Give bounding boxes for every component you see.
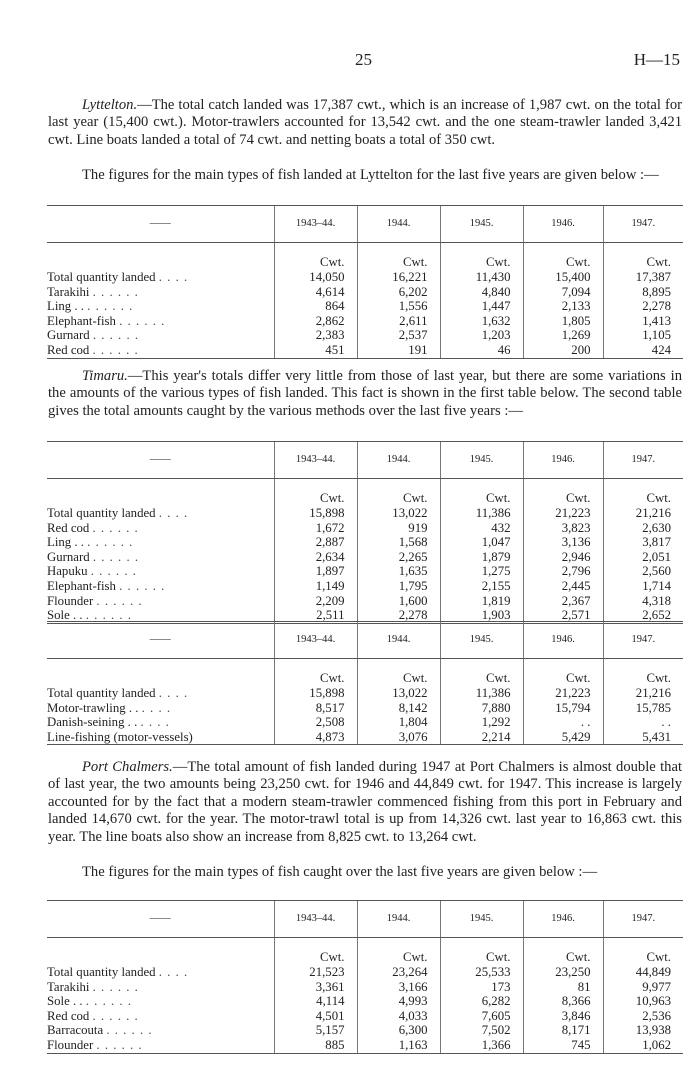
table-cell: 2,536 (603, 1009, 683, 1024)
unit-label: Cwt. (523, 243, 603, 271)
row-label (47, 579, 274, 594)
row-label (47, 686, 274, 701)
unit-label: Cwt. (357, 938, 440, 966)
row-label-text: Barracouta (47, 1023, 104, 1038)
table-cell: 2,367 (523, 594, 603, 609)
table-cell: 2,946 (523, 550, 603, 565)
row-label-text: Flounder (47, 1037, 94, 1052)
unit-label: Cwt. (357, 479, 440, 507)
row-label (47, 965, 274, 980)
leader-dots: . . . . . . (119, 578, 166, 593)
table-cell: 8,171 (523, 1023, 603, 1038)
lyttelton-table (47, 205, 683, 359)
unit-row (47, 659, 683, 687)
leader-dots: . . . . (141, 700, 172, 715)
table-cell: 1,635 (357, 564, 440, 579)
table-header-row (47, 206, 683, 243)
port-chalmers-table (47, 900, 683, 1054)
paragraph-text: The figures for the main types of fish caught over the last five years are given below :— (82, 864, 598, 880)
table-cell: 10,963 (603, 994, 683, 1009)
year-header: 1943–44. (274, 622, 357, 659)
table-cell: 25,533 (440, 965, 523, 980)
row-label (47, 535, 274, 550)
table-cell: 191 (357, 343, 440, 358)
row-label-text: Ling . . (47, 535, 84, 550)
row-label (47, 1023, 274, 1038)
year-header: 1947. (603, 442, 683, 479)
table-cell: 3,846 (523, 1009, 603, 1024)
table-cell: 5,429 (523, 730, 603, 745)
year-header: 1946. (523, 442, 603, 479)
header-dash: —— (47, 901, 274, 938)
table-row (47, 564, 683, 579)
leader-dots: . . . . (158, 965, 189, 979)
table-cell: 7,605 (440, 1009, 523, 1024)
unit-label: Cwt. (440, 659, 523, 687)
table-cell: 4,318 (603, 594, 683, 609)
table-cell: 15,898 (274, 506, 357, 521)
unit-label: Cwt. (603, 479, 683, 507)
leader-dots: . . . . . . (85, 994, 132, 1009)
header-dash: —— (47, 442, 274, 479)
leader-dots: . . . . . . (92, 342, 139, 357)
row-label (47, 715, 274, 730)
unit-row (47, 938, 683, 966)
document-reference: H—15 (633, 50, 680, 69)
unit-row (47, 243, 683, 271)
unit-label: Cwt. (274, 938, 357, 966)
row-label (47, 343, 274, 358)
row-label (47, 521, 274, 536)
leader-dots: . . . . . . (87, 535, 134, 550)
table-cell: 21,216 (603, 506, 683, 521)
table-cell: 2,571 (523, 608, 603, 623)
table-cell: 9,977 (603, 980, 683, 995)
table-cell: 4,873 (274, 730, 357, 745)
unit-label: Cwt. (523, 659, 603, 687)
year-header: 1945. (440, 901, 523, 938)
unit-label: Cwt. (440, 243, 523, 271)
row-label (47, 550, 274, 565)
table-header-row (47, 442, 683, 479)
header-dash: —— (47, 622, 274, 659)
table-row (47, 506, 683, 521)
table-cell: 1,413 (603, 314, 683, 329)
table-cell: 4,614 (274, 285, 357, 300)
row-label-text: Motor-trawling . . (47, 700, 139, 715)
leader-dots: . . . . . . (87, 299, 134, 314)
table-cell: 3,166 (357, 980, 440, 995)
table-cell: 173 (440, 980, 523, 995)
table-cell: 2,887 (274, 535, 357, 550)
year-header: 1947. (603, 622, 683, 659)
leader-dots: . . . . . . (92, 284, 139, 299)
leader-dots: . . . . . . (96, 1037, 143, 1052)
table-cell: 1,672 (274, 521, 357, 536)
table-cell: 4,114 (274, 994, 357, 1009)
row-label-text: Sole . . (47, 994, 83, 1009)
port-chalmers-paragraph (48, 759, 682, 846)
year-header: 1944. (357, 901, 440, 938)
table-header-row (47, 622, 683, 659)
table-row (47, 730, 683, 745)
row-label-text: Tarakihi (47, 284, 90, 299)
port-chalmers-intro (48, 864, 682, 881)
place-name: Timaru. (82, 368, 128, 384)
table-cell: 2,051 (603, 550, 683, 565)
table-cell: 6,300 (357, 1023, 440, 1038)
timaru-methods-table (47, 621, 683, 745)
row-label (47, 701, 274, 716)
place-name: Lyttelton. (82, 97, 138, 113)
table-cell: 15,898 (274, 686, 357, 701)
table-cell: 16,221 (357, 270, 440, 285)
table-row (47, 343, 683, 358)
row-label (47, 994, 274, 1009)
leader-dots: . . . . (158, 506, 189, 520)
year-header: 1945. (440, 442, 523, 479)
table-row (47, 521, 683, 536)
table-cell: 5,431 (603, 730, 683, 745)
table-row (47, 965, 683, 980)
table-cell: 2,383 (274, 328, 357, 343)
table-cell: 13,938 (603, 1023, 683, 1038)
row-label (47, 1009, 274, 1024)
table-cell: 21,223 (523, 686, 603, 701)
table-cell: 44,849 (603, 965, 683, 980)
row-label-text: Elephant-fish (47, 578, 116, 593)
table-cell: 1,600 (357, 594, 440, 609)
row-label-text: Tarakihi (47, 979, 90, 994)
year-header: 1946. (523, 622, 603, 659)
table-row (47, 579, 683, 594)
row-label (47, 270, 274, 285)
table-cell: 1,568 (357, 535, 440, 550)
leader-dots: . . . . . . (92, 549, 140, 564)
row-label (47, 314, 274, 329)
table-cell: 3,823 (523, 521, 603, 536)
table-cell: 7,094 (523, 285, 603, 300)
unit-label: Cwt. (274, 479, 357, 507)
leader-dots: . . . . . . (92, 979, 139, 994)
table-cell: 7,502 (440, 1023, 523, 1038)
row-label-text: Total quantity landed (47, 965, 156, 979)
table-cell: 1,795 (357, 579, 440, 594)
table-cell: 1,105 (603, 328, 683, 343)
timaru-paragraph (48, 368, 682, 420)
table-cell: 21,523 (274, 965, 357, 980)
leader-dots: . . . . . . (119, 313, 166, 328)
table-cell: 432 (440, 521, 523, 536)
year-header: 1944. (357, 622, 440, 659)
row-label-text: Red cod (47, 1008, 90, 1023)
timaru-species-table (47, 441, 683, 624)
table-cell: 11,386 (440, 506, 523, 521)
leader-dots: . . . . . . (85, 608, 132, 623)
unit-label: Cwt. (357, 659, 440, 687)
table-row (47, 299, 683, 314)
table-cell: 1,047 (440, 535, 523, 550)
leader-dots: . . . . . . (106, 1023, 153, 1038)
row-label-text: Sole . . (47, 608, 83, 623)
leader-dots: . . . . . . (92, 1008, 139, 1023)
leader-dots: . . . . . . (92, 520, 139, 535)
table-cell: 3,136 (523, 535, 603, 550)
table-cell: 4,993 (357, 994, 440, 1009)
table-row (47, 701, 683, 716)
table-header-row (47, 901, 683, 938)
table-cell: 2,611 (357, 314, 440, 329)
year-header: 1944. (357, 442, 440, 479)
year-header: 1943–44. (274, 442, 357, 479)
row-label-text: Red cod (47, 520, 90, 535)
table-row (47, 328, 683, 343)
table-cell: 1,366 (440, 1038, 523, 1053)
row-label-text: Gurnard (47, 328, 90, 343)
unit-label: Cwt. (603, 659, 683, 687)
header-dash: —— (47, 206, 274, 243)
year-header: 1943–44. (274, 901, 357, 938)
lyttelton-paragraph (48, 97, 682, 149)
year-header: 1946. (523, 901, 603, 938)
table-cell: 17,387 (603, 270, 683, 285)
table-cell: 21,223 (523, 506, 603, 521)
leader-dots: . . . . (158, 270, 189, 284)
unit-label: Cwt. (274, 243, 357, 271)
table-cell: 1,203 (440, 328, 523, 343)
row-label (47, 594, 274, 609)
table-cell: 8,366 (523, 994, 603, 1009)
place-name: Port Chalmers. (82, 759, 173, 775)
row-label (47, 299, 274, 314)
lyttelton-intro (48, 167, 682, 184)
row-label-text: Danish-seining . . (47, 715, 138, 730)
table-cell: 4,840 (440, 285, 523, 300)
year-header: 1947. (603, 206, 683, 243)
table-cell: 1,805 (523, 314, 603, 329)
table-cell: 1,804 (357, 715, 440, 730)
row-label (47, 980, 274, 995)
table-cell: 3,076 (357, 730, 440, 745)
table-cell: 11,386 (440, 686, 523, 701)
table-cell: 6,282 (440, 994, 523, 1009)
table-cell: 13,022 (357, 506, 440, 521)
unit-label: Cwt. (440, 938, 523, 966)
row-label-text: Flounder (47, 593, 94, 608)
table-cell: 919 (357, 521, 440, 536)
row-label-text: Hapuku (47, 564, 88, 579)
table-cell: 200 (523, 343, 603, 358)
row-label (47, 328, 274, 343)
table-cell: 2,652 (603, 608, 683, 623)
table-cell: 1,714 (603, 579, 683, 594)
table-cell: 2,511 (274, 608, 357, 623)
table-cell: 451 (274, 343, 357, 358)
table-cell: 4,501 (274, 1009, 357, 1024)
table-cell: 3,361 (274, 980, 357, 995)
table-cell: 2,209 (274, 594, 357, 609)
table-row (47, 686, 683, 701)
table-cell: 2,265 (357, 550, 440, 565)
row-label (47, 1038, 274, 1053)
table-cell: 2,537 (357, 328, 440, 343)
unit-label: Cwt. (440, 479, 523, 507)
table-row (47, 594, 683, 609)
table-cell: 14,050 (274, 270, 357, 285)
leader-dots: . . . . . . (90, 564, 137, 579)
table-cell: 745 (523, 1038, 603, 1053)
table-cell: 8,142 (357, 701, 440, 716)
table-cell: 21,216 (603, 686, 683, 701)
table-cell: 1,292 (440, 715, 523, 730)
table-cell: 2,155 (440, 579, 523, 594)
table-cell: 15,785 (603, 701, 683, 716)
table-cell: 1,163 (357, 1038, 440, 1053)
table-cell: 1,879 (440, 550, 523, 565)
row-label-text: Gurnard (47, 549, 90, 564)
table-cell: 1,897 (274, 564, 357, 579)
row-label-text: Ling . . (47, 299, 84, 314)
table-row (47, 285, 683, 300)
leader-dots: . . . . (140, 715, 170, 730)
year-header: 1944. (357, 206, 440, 243)
table-cell: 46 (440, 343, 523, 358)
table-row (47, 715, 683, 730)
table-cell: 2,214 (440, 730, 523, 745)
table-cell: 7,880 (440, 701, 523, 716)
table-cell: 1,632 (440, 314, 523, 329)
table-cell: 8,517 (274, 701, 357, 716)
table-cell: 1,269 (523, 328, 603, 343)
unit-label: Cwt. (603, 243, 683, 271)
row-label (47, 564, 274, 579)
leader-dots: . . . . . . (92, 328, 140, 343)
table-cell: 15,794 (523, 701, 603, 716)
table-cell: 2,508 (274, 715, 357, 730)
table-row (47, 1009, 683, 1024)
row-label (47, 506, 274, 521)
row-label-text: Total quantity landed (47, 686, 156, 700)
table-cell: 81 (523, 980, 603, 995)
table-cell: 23,250 (523, 965, 603, 980)
year-header: 1945. (440, 206, 523, 243)
table-row (47, 550, 683, 565)
row-label-text: Red cod (47, 342, 90, 357)
table-row (47, 1038, 683, 1053)
table-cell: 15,400 (523, 270, 603, 285)
table-cell: 2,630 (603, 521, 683, 536)
unit-label: Cwt. (274, 659, 357, 687)
year-header: 1947. (603, 901, 683, 938)
unit-label: Cwt. (523, 479, 603, 507)
table-cell: 2,445 (523, 579, 603, 594)
row-label-text: Total quantity landed (47, 506, 156, 520)
table-cell: 424 (603, 343, 683, 358)
row-label-text: Total quantity landed (47, 270, 156, 284)
unit-row (47, 479, 683, 507)
table-cell: 2,133 (523, 299, 603, 314)
leader-dots: . . . . . . (96, 593, 143, 608)
table-cell: 2,862 (274, 314, 357, 329)
table-cell: 1,819 (440, 594, 523, 609)
table-cell: 1,903 (440, 608, 523, 623)
table-cell: 11,430 (440, 270, 523, 285)
unit-label: Cwt. (523, 938, 603, 966)
table-cell: 1,062 (603, 1038, 683, 1053)
table-cell: 1,149 (274, 579, 357, 594)
table-cell: 864 (274, 299, 357, 314)
leader-dots: . . . . (158, 686, 189, 700)
table-cell: 2,278 (357, 608, 440, 623)
unit-label: Cwt. (603, 938, 683, 966)
table-cell: 1,447 (440, 299, 523, 314)
table-cell: 8,895 (603, 285, 683, 300)
table-cell: 1,275 (440, 564, 523, 579)
table-cell: 3,817 (603, 535, 683, 550)
table-cell: 13,022 (357, 686, 440, 701)
row-label (47, 730, 274, 745)
row-label (47, 285, 274, 300)
page-header (0, 50, 700, 72)
table-cell: . . (523, 715, 603, 730)
year-header: 1943–44. (274, 206, 357, 243)
table-cell: . . (603, 715, 683, 730)
paragraph-text: —The total catch landed was 17,387 cwt., which is an increase of 1,987 cwt. on the total for last year (15,400 cwt.). Motor-trawlers accounted for 13,542 cwt. and the one steam-trawler landed 3,421 cwt. Line boats landed a total of 74 cwt. and netting boats a total of 350 cwt. (48, 97, 682, 148)
table-cell: 23,264 (357, 965, 440, 980)
table-row (47, 980, 683, 995)
year-header: 1945. (440, 622, 523, 659)
table-cell: 6,202 (357, 285, 440, 300)
table-cell: 4,033 (357, 1009, 440, 1024)
table-row (47, 270, 683, 285)
table-cell: 1,556 (357, 299, 440, 314)
table-cell: 885 (274, 1038, 357, 1053)
table-row (47, 994, 683, 1009)
paragraph-text: The figures for the main types of fish landed at Lyttelton for the last five years are given below :— (82, 167, 659, 183)
table-row (47, 1023, 683, 1038)
paragraph-text: —The total amount of fish landed during 1947 at Port Chalmers is almost double that of last year, the two amounts being 23,250 cwt. for 1946 and 44,849 cwt. for 1947. This increase is largely accounted for by the fact that a modern steam-trawler commenced fishing from this port in February and landed 14,670 cwt. for the year. The motor-trawl total is up from 14,326 cwt. last year to 16,863 cwt. this year. The line boats also show an increase from 8,825 cwt. to 13,264 cwt. (48, 759, 683, 845)
paragraph-text: —This year's totals differ very little from those of last year, but there are some variations in the amounts of the various types of fish landed. This fact is shown in the first table below. The second table gives the total amounts caught by the various methods over the last five years :— (48, 368, 682, 419)
year-header: 1946. (523, 206, 603, 243)
table-row (47, 314, 683, 329)
table-cell: 2,278 (603, 299, 683, 314)
row-label-text: Elephant-fish (47, 313, 116, 328)
table-cell: 5,157 (274, 1023, 357, 1038)
row-label-text: Line-fishing (motor-vessels) (47, 729, 193, 744)
table-cell: 2,560 (603, 564, 683, 579)
table-row (47, 535, 683, 550)
unit-label: Cwt. (357, 243, 440, 271)
table-cell: 2,796 (523, 564, 603, 579)
table-cell: 2,634 (274, 550, 357, 565)
page-number: 25 (355, 50, 372, 69)
